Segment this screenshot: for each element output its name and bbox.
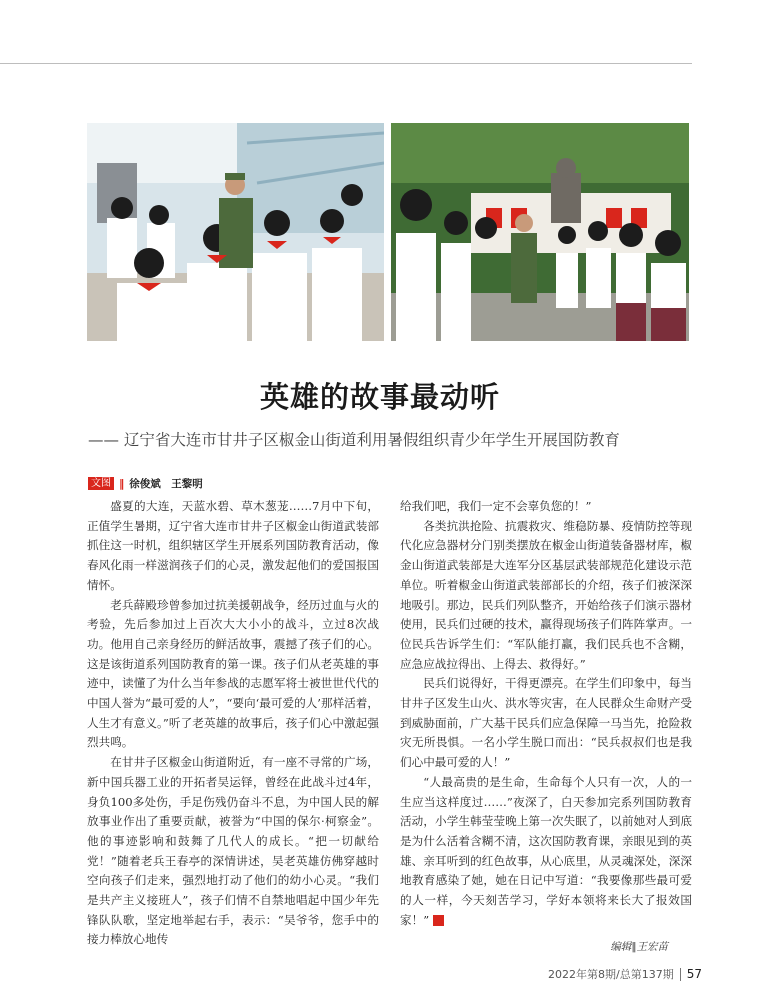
paragraph: 盛夏的大连，天蓝水碧、草木葱茏……7月中下旬，正值学生暑期，辽宁省大连市甘井子区椒金山街道武装部抓住这一时机，组织辖区学生开展系列国防教育活动，像春风化雨一样滋润孩子们的心灵，激发起他们的爱国报国情怀。 [87,499,379,592]
article-title: 英雄的故事最动听 [259,380,500,414]
byline-tag: 文图 [88,477,114,490]
photo-monument-visit [391,123,689,341]
paragraph: 在甘井子区椒金山街道附近，有一座不寻常的广场，新中国兵器工业的开拓者吴运铎，曾经在此战斗过4年，身负100多处伤，手足伤残仍奋斗不息，为中国人民的解放事业作出了重要贡献，被誉为“中国的保尔·柯察金”。他的事迹影响和鼓舞了几代人的成长。“把一切献给党！”随着老兵王春亭的深情讲述，吴老英雄仿佛穿越时空向孩子们走来，强烈地打动了他们的幼小心灵。“我们是共产主义接班人”，孩子们情不自禁地唱起中国少年先锋队队歌，坚定地举起右手，表示：“吴爷爷，您手中的接力棒放心地传 [87,755,379,947]
paragraph-text: “人最高贵的是生命，生命每个人只有一次，人的一生应当这样度过……”夜深了，白天参加完系列国防教育活动，小学生韩莹莹晚上第一次失眠了，以前她对人到底是为什么活着含糊不清，这次国防教育课，亲眼见到的英雄、亲耳听到的红色故事，从心底里，从灵魂深处，深深地教育感染了她，她在日记中写道：“我要像那些最可爱的人一样，今天刻苦学习，学好本领将来长大了报效国家！” [400,774,692,927]
page-number: 57 [686,967,702,981]
paragraph-continuation: 给我们吧，我们一定不会辜负您的！” [400,499,592,513]
footer-divider [680,968,681,981]
byline [88,476,203,491]
byline-divider: ‖ [119,477,125,490]
photo-veteran-with-students [87,123,384,341]
body-column-left [87,497,379,950]
paragraph: 民兵们说得好，干得更漂亮。在学生们印象中，每当甘井子区发生山火、洪水等灾害，在人民群众生命财产受到威胁面前，广大基干民兵们应急保障一马当先，抢险救灾无所畏惧。一名小学生脱口而出：“民兵叔叔们也是我们心中最可爱的人！” [400,676,692,770]
paragraph-final [400,773,692,931]
article-subtitle: —— 辽宁省大连市甘井子区椒金山街道利用暑假组织青少年学生开展国防教育 [88,431,620,449]
end-mark-icon: G [433,915,444,926]
page-footer [548,966,702,982]
byline-authors: 徐俊斌 王黎明 [129,478,203,490]
paragraph: 各类抗洪抢险、抗震救灾、维稳防暴、疫情防控等现代化应急器材分门别类摆放在椒金山街道装备器材库，椒金山街道武装部是大连军分区基层武装部规范化建设示范单位。听着椒金山街道武装部部长的介绍，孩子们被深深地吸引。那边，民兵们列队整齐，开始给孩子们演示器材使用，民兵们过硬的技术，赢得现场孩子们阵阵掌声。一位民兵告诉学生们：“军队能打赢，我们民兵也不含糊，应急应战拉得出、上得去、救得好。” [400,518,692,671]
editor-credit: 编辑∥王宏苗 [610,941,668,953]
top-rule [0,63,692,64]
issue-info: 2022年第8期/总第137期 [548,968,674,981]
body-column-right [400,497,692,930]
paragraph: 老兵薛殿珍曾参加过抗美援朝战争，经历过血与火的考验，先后参加过上百次大大小小的战斗，立过8次战功。他用自己亲身经历的鲜活故事，震撼了孩子们的心。这是该街道系列国防教育的第一课。孩子们从老英雄的事迹中，读懂了为什么当年参战的志愿军将士被世世代代的中国人誉为“最可爱的人”，“要向‘最可爱的人’那样活着，人生才有意义。”听了老英雄的故事后，孩子们心中激起强烈共鸣。 [87,597,379,750]
